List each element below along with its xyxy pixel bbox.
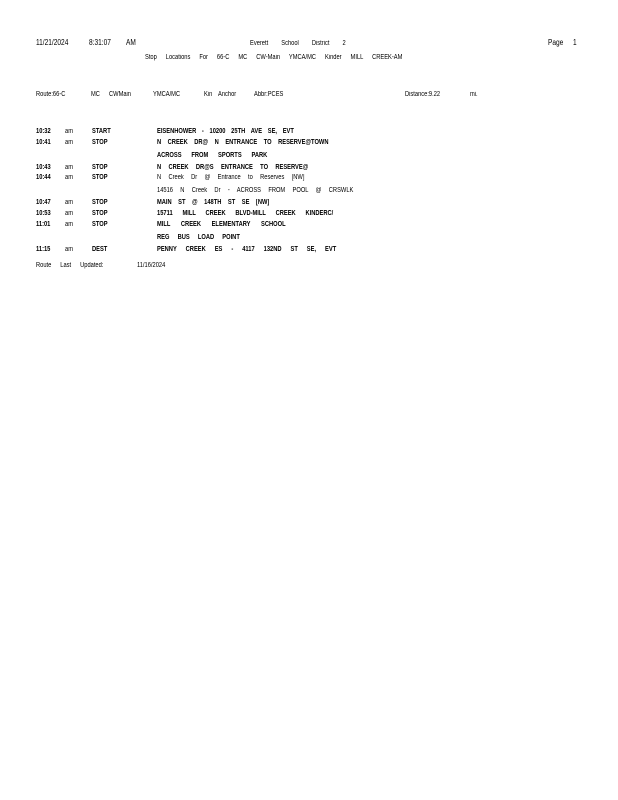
page-label: Page: [548, 38, 564, 47]
page-number: 1: [573, 38, 577, 47]
stop-ampm: am: [65, 139, 73, 146]
stop-location: MAIN ST @ 148TH ST SE [NW]: [157, 199, 270, 206]
stop-time: 11:01: [36, 221, 51, 228]
route-distance: Distance:9.22: [405, 91, 441, 98]
district-title: Everett School District 2: [250, 40, 346, 47]
stop-time: 10:44: [36, 174, 51, 181]
route-distance-unit: mi.: [470, 91, 478, 98]
stop-ampm: am: [65, 164, 73, 171]
route-mc: MC: [91, 91, 100, 98]
stop-type: STOP: [92, 210, 108, 217]
stop-location-cont: ACROSS FROM SPORTS PARK: [157, 152, 268, 159]
report-subtitle: Stop Locations For 66-C MC CW-Main YMCA/MC Kinder MILL CREEK-AM: [145, 54, 403, 61]
route-number: Route:66-C: [36, 91, 66, 98]
stop-location: N Creek Dr @ Entrance to Reserves [NW]: [157, 174, 305, 181]
stop-type: STOP: [92, 174, 108, 181]
route-ymca: YMCA/MC: [153, 91, 181, 98]
stop-ampm: am: [65, 210, 73, 217]
stop-type: DEST: [92, 246, 108, 253]
stop-location: N CREEK DR@ N ENTRANCE TO RESERVE@TOWN: [157, 139, 329, 146]
stop-ampm: am: [65, 174, 73, 181]
report-ampm: AM: [126, 38, 136, 47]
stop-location: MILL CREEK ELEMENTARY SCHOOL: [157, 221, 286, 228]
stop-type: STOP: [92, 164, 108, 171]
stop-ampm: am: [65, 246, 73, 253]
stop-location: 15711 MILL CREEK BLVD-MILL CREEK KINDERC/: [157, 210, 334, 217]
stop-time: 10:41: [36, 139, 51, 146]
stop-time: 11:15: [36, 246, 51, 253]
stop-time: 10:47: [36, 199, 51, 206]
stop-time: 10:32: [36, 128, 51, 135]
stop-ampm: am: [65, 199, 73, 206]
report-date: 11/21/2024: [36, 38, 69, 47]
stop-location: EISENHOWER - 10200 25TH AVE SE, EVT: [157, 128, 294, 135]
route-kin: Kin: [204, 91, 213, 98]
last-updated-label: Route Last Updated:: [36, 262, 104, 269]
stop-ampm: am: [65, 128, 73, 135]
stop-location: PENNY CREEK ES - 4117 132ND ST SE, EVT: [157, 246, 337, 253]
stop-time: 10:43: [36, 164, 51, 171]
stop-ampm: am: [65, 221, 73, 228]
report-time: 8:31:07: [89, 38, 111, 47]
stop-location-cont: REG BUS LOAD POINT: [157, 234, 240, 241]
route-abbr: Abbr:PCES: [254, 91, 284, 98]
route-anchor: Anchor: [218, 91, 237, 98]
stop-type: STOP: [92, 221, 108, 228]
stop-type: STOP: [92, 139, 108, 146]
route-cwmain: CWMain: [109, 91, 132, 98]
stop-location: N CREEK DR@S ENTRANCE TO RESERVE@: [157, 164, 309, 171]
stop-time: 10:53: [36, 210, 51, 217]
last-updated-date: 11/16/2024: [137, 262, 166, 269]
stop-type: START: [92, 128, 111, 135]
stop-type: STOP: [92, 199, 108, 206]
stop-location-cont: 14516 N Creek Dr - ACROSS FROM POOL @ CRSWLK: [157, 187, 354, 194]
